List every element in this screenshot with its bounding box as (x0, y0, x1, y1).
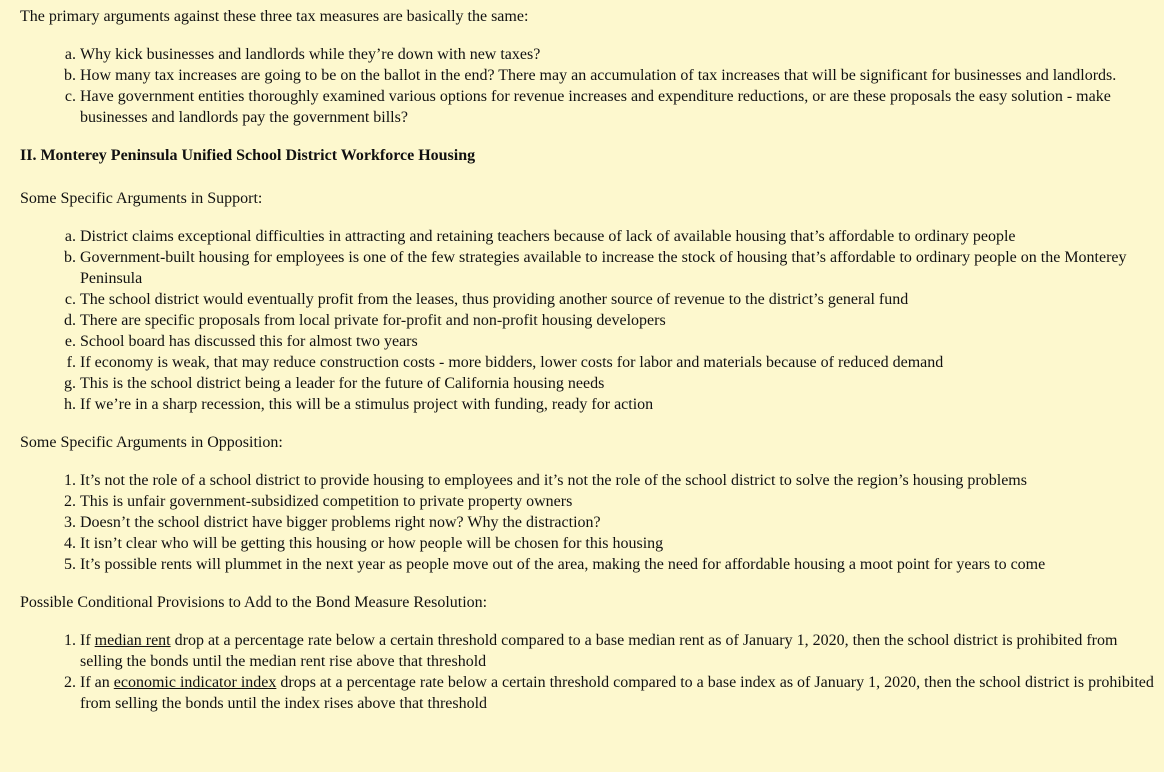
support-list (20, 226, 1155, 415)
intro-paragraph: The primary arguments against these three tax measures are basically the same: (20, 8, 529, 25)
provisions-list (20, 630, 1155, 714)
provision-text-before: If (80, 632, 95, 649)
list-item: d. There are specific proposals from local private for-profit and non-profit housing developers (80, 310, 1155, 331)
list-item: g. This is the school district being a leader for the future of California housing needs (80, 373, 1155, 394)
list-item: 2. This is unfair government-subsidized competition to private property owners (80, 491, 1155, 512)
opposition-heading: Some Specific Arguments in Opposition: (20, 434, 283, 451)
list-item (80, 630, 1155, 672)
list-item (80, 672, 1155, 714)
provision-text-after: drops at a percentage rate below a certain threshold compared to a base index as of January 1, 2020, then the school district is prohibited from selling the bonds until the index rises above that threshold (80, 674, 1154, 712)
median-rent-link[interactable]: median rent (94, 632, 171, 649)
list-item: c. The school district would eventually profit from the leases, thus providing another source of revenue to the district’s general fund (80, 289, 1155, 310)
list-item: 4. It isn’t clear who will be getting this housing or how people will be chosen for this housing (80, 533, 1155, 554)
provision-text-after: drop at a percentage rate below a certain threshold compared to a base median rent as of January 1, 2020, then the school district is prohibited from selling the bonds until the median rent rise above that threshold (80, 632, 1118, 670)
provision-text-before: If an (80, 674, 114, 691)
list-item: 1. It’s not the role of a school district to provide housing to employees and it’s not the role of the school district to solve the region’s housing problems (80, 470, 1155, 491)
list-item: f. If economy is weak, that may reduce construction costs - more bidders, lower costs for labor and materials because of reduced demand (80, 352, 1155, 373)
list-item: c. Have government entities thoroughly examined various options for revenue increases and expenditure reductions, or are these proposals the easy solution - make businesses and landlords pay the government bills? (80, 86, 1155, 128)
list-item: 3. Doesn’t the school district have bigger problems right now? Why the distraction? (80, 512, 1155, 533)
list-item: e. School board has discussed this for almost two years (80, 331, 1155, 352)
list-item: a. District claims exceptional difficulties in attracting and retaining teachers because of lack of available housing that’s affordable to ordinary people (80, 226, 1155, 247)
provisions-heading: Possible Conditional Provisions to Add to the Bond Measure Resolution: (20, 594, 488, 611)
list-item: b. How many tax increases are going to be on the ballot in the end? There may an accumulation of tax increases that will be significant for businesses and landlords. (80, 65, 1155, 86)
tax-arguments-list (20, 44, 1155, 128)
list-item: 5. It’s possible rents will plummet in the next year as people move out of the area, making the need for affordable housing a moot point for years to come (80, 554, 1155, 575)
list-item: a. Why kick businesses and landlords while they’re down with new taxes? (80, 44, 1155, 65)
document-page (20, 6, 1155, 714)
section-heading: II. Monterey Peninsula Unified School District Workforce Housing (20, 147, 476, 164)
list-item: h. If we’re in a sharp recession, this will be a stimulus project with funding, ready for action (80, 394, 1155, 415)
opposition-list (20, 470, 1155, 575)
support-heading: Some Specific Arguments in Support: (20, 190, 263, 207)
economic-indicator-index-link[interactable]: economic indicator index (113, 674, 277, 691)
list-item: b. Government-built housing for employees is one of the few strategies available to increase the stock of housing that’s affordable to ordinary people on the Monterey Peninsula (80, 247, 1155, 289)
